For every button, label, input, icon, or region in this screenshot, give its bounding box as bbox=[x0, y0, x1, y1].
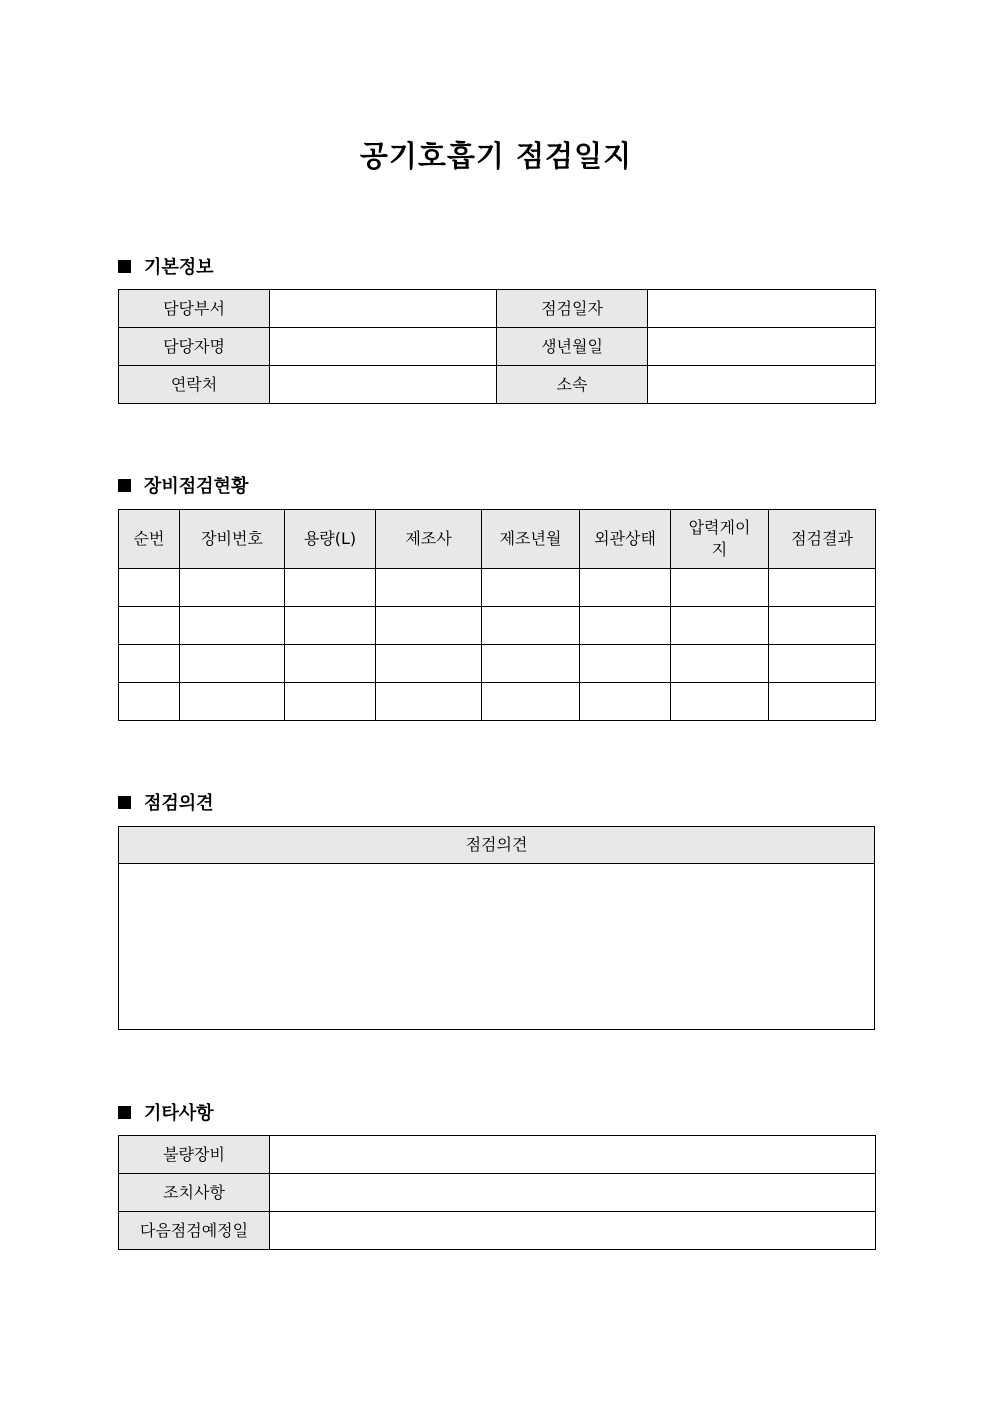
table-cell[interactable] bbox=[285, 683, 376, 721]
column-header-result: 점검결과 bbox=[769, 510, 876, 569]
section-heading-basic-info bbox=[118, 253, 214, 279]
inspection-date-field[interactable] bbox=[648, 290, 876, 328]
label-birth-date: 생년월일 bbox=[497, 328, 648, 366]
affiliation-field[interactable] bbox=[648, 366, 876, 404]
table-cell[interactable] bbox=[285, 569, 376, 607]
column-header-pressure-gauge: 압력게이 지 bbox=[671, 510, 769, 569]
table-row bbox=[119, 1136, 876, 1174]
table-cell[interactable] bbox=[180, 645, 285, 683]
square-bullet-icon bbox=[118, 1106, 131, 1119]
column-header-no: 순번 bbox=[119, 510, 180, 569]
label-action-taken: 조치사항 bbox=[119, 1174, 270, 1212]
table-cell[interactable] bbox=[482, 645, 580, 683]
table-cell[interactable] bbox=[769, 569, 876, 607]
column-header-equipment-no: 장비번호 bbox=[180, 510, 285, 569]
table-cell[interactable] bbox=[482, 683, 580, 721]
label-contact: 연락처 bbox=[119, 366, 270, 404]
table-row bbox=[119, 1212, 876, 1250]
table-cell[interactable] bbox=[769, 683, 876, 721]
table-cell[interactable] bbox=[180, 607, 285, 645]
table-row bbox=[119, 864, 875, 1030]
label-manager-name: 담당자명 bbox=[119, 328, 270, 366]
table-cell[interactable] bbox=[671, 645, 769, 683]
label-defective-equipment: 불량장비 bbox=[119, 1136, 270, 1174]
table-cell[interactable] bbox=[119, 607, 180, 645]
table-cell[interactable] bbox=[769, 645, 876, 683]
section-heading-label: 기본정보 bbox=[144, 257, 214, 278]
label-department: 담당부서 bbox=[119, 290, 270, 328]
table-row bbox=[119, 290, 876, 328]
table-row bbox=[119, 645, 876, 683]
table-cell[interactable] bbox=[376, 683, 482, 721]
table-cell[interactable] bbox=[580, 607, 671, 645]
department-field[interactable] bbox=[270, 290, 497, 328]
section-heading-label: 점검의견 bbox=[144, 793, 214, 814]
section-heading-label: 장비점검현황 bbox=[144, 476, 249, 497]
section-heading-opinion bbox=[118, 789, 214, 815]
table-cell[interactable] bbox=[482, 607, 580, 645]
table-cell[interactable] bbox=[119, 683, 180, 721]
opinion-header: 점검의견 bbox=[119, 827, 875, 864]
table-row bbox=[119, 366, 876, 404]
table-cell[interactable] bbox=[180, 683, 285, 721]
table-cell[interactable] bbox=[671, 569, 769, 607]
manager-name-field[interactable] bbox=[270, 328, 497, 366]
column-header-manufacturer: 제조사 bbox=[376, 510, 482, 569]
table-cell[interactable] bbox=[376, 607, 482, 645]
opinion-table bbox=[118, 826, 875, 1030]
table-cell[interactable] bbox=[580, 645, 671, 683]
table-header-row bbox=[119, 510, 876, 569]
table-cell[interactable] bbox=[376, 569, 482, 607]
defective-equipment-field[interactable] bbox=[270, 1136, 876, 1174]
table-row bbox=[119, 328, 876, 366]
table-cell[interactable] bbox=[376, 645, 482, 683]
other-table bbox=[118, 1135, 876, 1250]
square-bullet-icon bbox=[118, 479, 131, 492]
table-cell[interactable] bbox=[119, 569, 180, 607]
square-bullet-icon bbox=[118, 260, 131, 273]
table-row bbox=[119, 569, 876, 607]
column-header-capacity: 용량(L) bbox=[285, 510, 376, 569]
column-header-appearance: 외관상태 bbox=[580, 510, 671, 569]
table-cell[interactable] bbox=[119, 645, 180, 683]
basic-info-table bbox=[118, 289, 876, 404]
contact-field[interactable] bbox=[270, 366, 497, 404]
table-cell[interactable] bbox=[285, 645, 376, 683]
section-heading-other bbox=[118, 1099, 214, 1125]
birth-date-field[interactable] bbox=[648, 328, 876, 366]
table-cell[interactable] bbox=[285, 607, 376, 645]
label-affiliation: 소속 bbox=[497, 366, 648, 404]
section-heading-label: 기타사항 bbox=[144, 1103, 214, 1124]
next-inspection-date-field[interactable] bbox=[270, 1212, 876, 1250]
action-taken-field[interactable] bbox=[270, 1174, 876, 1212]
square-bullet-icon bbox=[118, 796, 131, 809]
table-row bbox=[119, 607, 876, 645]
table-cell[interactable] bbox=[671, 683, 769, 721]
table-cell[interactable] bbox=[769, 607, 876, 645]
equipment-table bbox=[118, 509, 876, 721]
column-header-manufacture-date: 제조년월 bbox=[482, 510, 580, 569]
table-cell[interactable] bbox=[580, 683, 671, 721]
table-cell[interactable] bbox=[671, 607, 769, 645]
document-title: 공기호흡기 점검일지 bbox=[359, 139, 633, 173]
opinion-textarea[interactable] bbox=[119, 864, 875, 1030]
table-cell[interactable] bbox=[482, 569, 580, 607]
table-cell[interactable] bbox=[580, 569, 671, 607]
table-header-row bbox=[119, 827, 875, 864]
section-heading-equipment bbox=[118, 472, 248, 498]
table-row bbox=[119, 683, 876, 721]
table-cell[interactable] bbox=[180, 569, 285, 607]
label-inspection-date: 점검일자 bbox=[497, 290, 648, 328]
label-next-inspection-date: 다음점검예정일 bbox=[119, 1212, 270, 1250]
table-row bbox=[119, 1174, 876, 1212]
